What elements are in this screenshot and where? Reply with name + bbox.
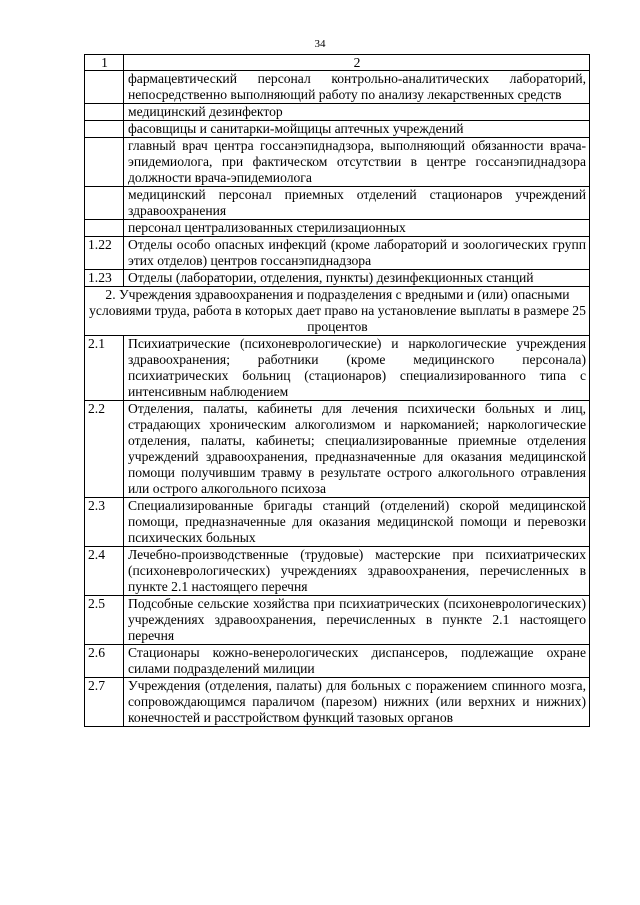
table-row [85,336,590,401]
table-row [85,187,590,220]
table-row [85,498,590,547]
section-heading-row [85,287,590,336]
row-text: Отделы (лаборатории, отделения, пункты) дезинфекционных станций [124,270,590,287]
row-text: медицинский персонал приемных отделений стационаров учреждений здравоохранения [124,187,590,220]
row-text: Стационары кожно-венерологических диспансеров, подлежащие охране силами подразделений милиции [124,645,590,678]
row-number [85,121,124,138]
row-text: медицинский дезинфектор [124,104,590,121]
section-heading: 2. Учреждения здравоохранения и подразделения с вредными и (или) опасными условиями труда, работа в которых дает право на установление выплаты в размере 25 процентов [85,287,590,336]
row-text: Психиатрические (психоневрологические) и наркологические учреждения здравоохранения; работники (кроме медицинского персонала) психиатрических больниц (стационаров) специализированного типа с интенсивным наблюдением [124,336,590,401]
row-number: 2.5 [85,596,124,645]
row-number: 2.4 [85,547,124,596]
row-number: 2.2 [85,401,124,498]
row-number: 2.7 [85,678,124,727]
row-number: 2.6 [85,645,124,678]
table-row [85,547,590,596]
table-row [85,237,590,270]
row-text: Лечебно-производственные (трудовые) мастерские при психиатрических (психоневрологических) учреждениях здравоохранения, перечисленных в пункте 2.1 настоящего перечня [124,547,590,596]
row-number [85,71,124,104]
row-text: фасовщицы и санитарки-мойщицы аптечных учреждений [124,121,590,138]
table-row [85,104,590,121]
table-row [85,270,590,287]
table-row [85,121,590,138]
row-number [85,138,124,187]
row-text: главный врач центра госсанэпиднадзора, выполняющий обязанности врача-эпидемиолога, при фактическом отсутствии в центре госсанэпиднадзора должности врача-эпидемиолога [124,138,590,187]
header-col-1: 1 [85,55,124,71]
row-number: 1.22 [85,237,124,270]
row-text: Подсобные сельские хозяйства при психиатрических (психоневрологических) учреждениях здравоохранения, перечисленных в пункте 2.1 настоящего перечня [124,596,590,645]
row-number: 2.3 [85,498,124,547]
document-table [84,54,590,727]
table-row [85,596,590,645]
row-text: Учреждения (отделения, палаты) для больных с поражением спинного мозга, сопровождающимся параличом (парезом) нижних (или верхних и нижних) конечностей и расстройством функций тазовых органов [124,678,590,727]
row-number [85,187,124,220]
row-text: персонал централизованных стерилизационных [124,220,590,237]
table-header-row [85,55,590,71]
page-number: 34 [314,38,326,50]
row-number [85,104,124,121]
table-row [85,678,590,727]
table-row [85,138,590,187]
row-text: фармацевтический персонал контрольно-аналитических лабораторий, непосредственно выполняющий работу по анализу лекарственных средств [124,71,590,104]
row-text: Специализированные бригады станций (отделений) скорой медицинской помощи, предназначенные для оказания медицинской помощи и перевозки психических больных [124,498,590,547]
row-number: 1.23 [85,270,124,287]
table-row [85,401,590,498]
header-col-2: 2 [124,55,590,71]
table-row [85,645,590,678]
row-number: 2.1 [85,336,124,401]
table-row [85,71,590,104]
row-number [85,220,124,237]
row-text: Отделения, палаты, кабинеты для лечения психически больных и лиц, страдающих хроническим алкоголизмом и наркоманией; наркологические отделения, палаты, кабинеты; специализированные приемные отделения учреждений здравоохранения, предназначенные для оказания медицинской помощи получившим травму в результате острого алкогольного отравления или острого алкогольного психоза [124,401,590,498]
row-text: Отделы особо опасных инфекций (кроме лабораторий и зоологических групп этих отделов) центров госсанэпиднадзора [124,237,590,270]
table-row [85,220,590,237]
